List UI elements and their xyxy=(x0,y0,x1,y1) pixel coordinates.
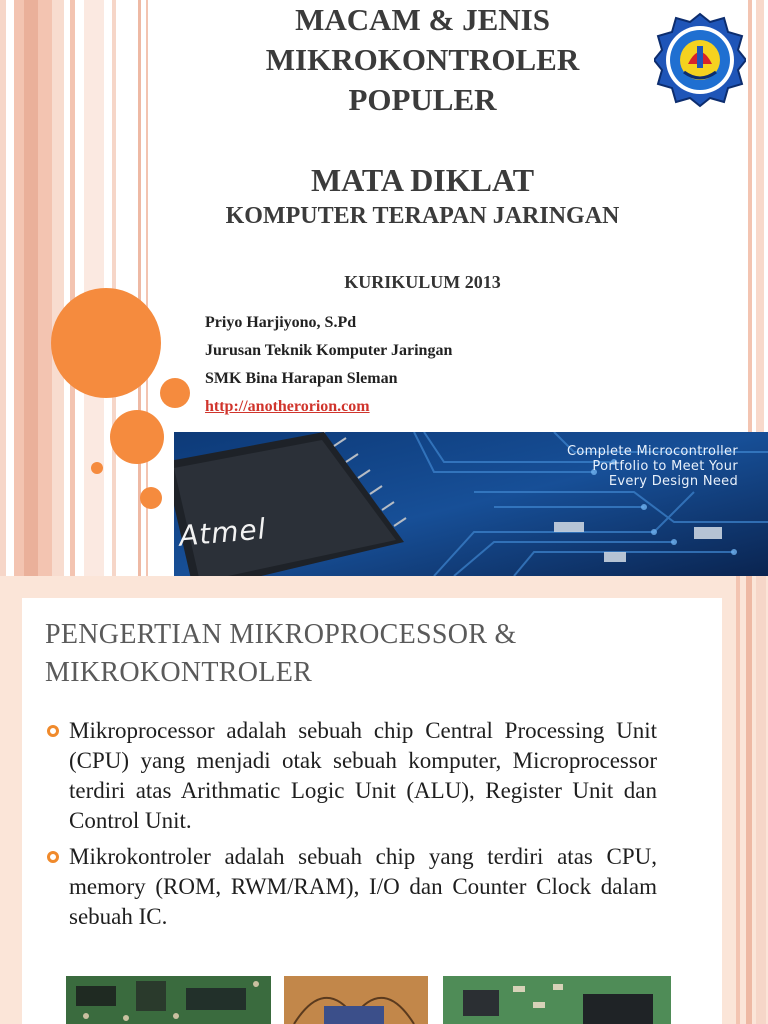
banner-headline xyxy=(498,444,738,489)
atmel-chip-label: Atmel xyxy=(177,512,268,553)
decorative-circle-tiny xyxy=(91,462,103,474)
decorative-circle-medium xyxy=(110,410,164,464)
school-emblem-icon xyxy=(654,12,746,108)
bullet-text: Mikroprocessor adalah sebuah chip Central Processing Unit (CPU) yang menjadi otak sebuah komputer, Microprocessor terdiri atas Arithmatic Logic Unit (ALU), Register Unit dan Control Unit. xyxy=(69,718,657,833)
author-website-link[interactable]: http://anotherorion.com xyxy=(205,398,370,415)
author-school: SMK Bina Harapan Sleman xyxy=(205,370,398,387)
author-department: Jurusan Teknik Komputer Jaringan xyxy=(205,342,453,359)
definition-list xyxy=(45,716,657,938)
decorative-circle-small xyxy=(140,487,162,509)
title-line: PENGERTIAN MIKROPROCESSOR & xyxy=(45,619,517,650)
definition-slide xyxy=(0,576,768,1024)
left-stripe-decoration xyxy=(0,0,150,576)
banner-headline-line: Complete Microcontroller xyxy=(567,444,738,459)
curriculum-label: KURIKULUM 2013 xyxy=(344,272,501,292)
list-item xyxy=(45,716,657,836)
microcontroller-banner-image xyxy=(174,432,768,576)
decorative-circle-small xyxy=(160,378,190,408)
title-line: MACAM & JENIS xyxy=(295,2,550,37)
list-item xyxy=(45,842,657,932)
subject-title: MATA DIKLAT xyxy=(310,162,535,198)
microcontroller-board-photo xyxy=(443,976,671,1024)
circle-bullet-icon xyxy=(47,851,59,863)
presentation-title xyxy=(150,0,695,120)
author-info xyxy=(205,312,452,424)
banner-headline-line: Portfolio to Meet Your xyxy=(592,459,738,474)
title-line: MIKROKONTROLER xyxy=(45,657,313,688)
title-line: MIKROKONTROLER xyxy=(265,42,580,77)
bullet-text: Mikrokontroler adalah sebuah chip yang terdiri atas CPU, memory (ROM, RWM/RAM), I/O dan Counter Clock dalam sebuah IC. xyxy=(69,844,657,929)
decorative-circle-large xyxy=(51,288,161,398)
subject-subtitle: KOMPUTER TERAPAN JARINGAN xyxy=(225,203,620,229)
author-name: Priyo Harjiyono, S.Pd xyxy=(205,314,357,331)
title-line: POPULER xyxy=(348,82,497,117)
circle-bullet-icon xyxy=(47,725,59,737)
wiring-kit-photo xyxy=(284,976,428,1024)
circuit-board-photo xyxy=(66,976,271,1024)
slide-title xyxy=(45,616,685,692)
banner-headline-line: Every Design Need xyxy=(608,474,738,489)
